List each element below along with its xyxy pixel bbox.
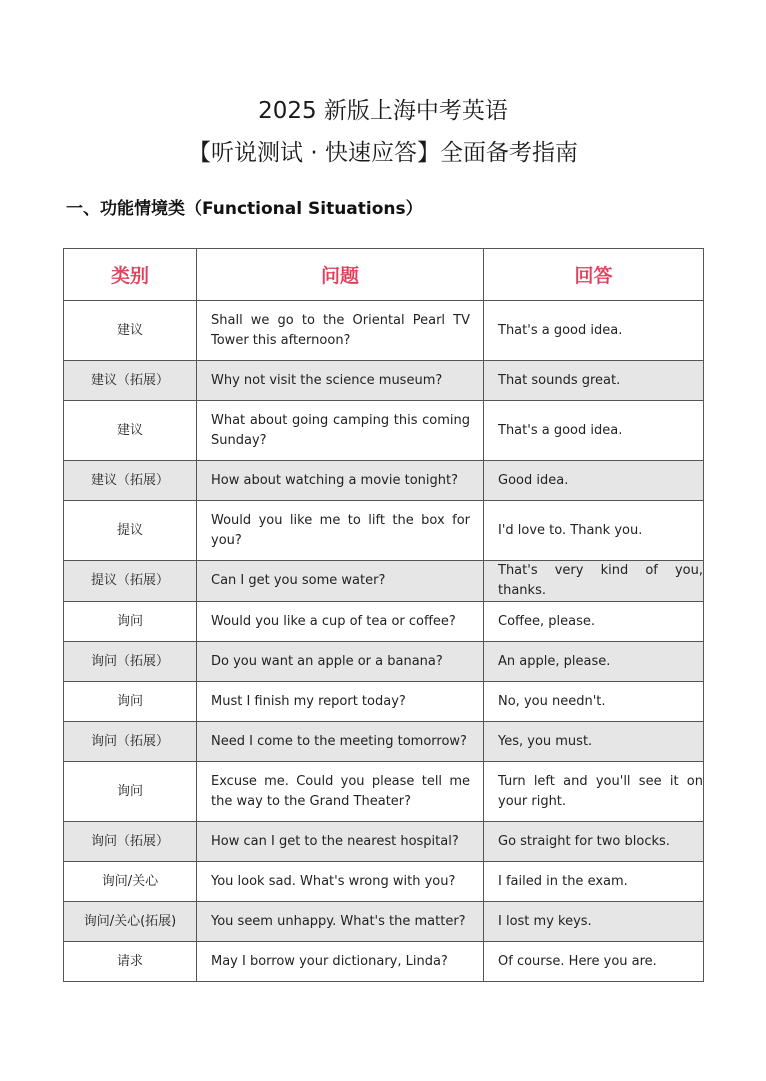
category-cell: 询问（拓展） <box>64 822 197 862</box>
answer-cell: I failed in the exam. <box>484 862 704 902</box>
document-title: 2025 新版上海中考英语 <box>258 98 508 124</box>
table-row <box>64 602 704 642</box>
category-cell: 建议（拓展） <box>64 361 197 401</box>
category-cell: 建议 <box>64 401 197 461</box>
question-cell: May I borrow your dictionary, Linda? <box>197 942 484 982</box>
question-cell: How about watching a movie tonight? <box>197 461 484 501</box>
answer-cell: Yes, you must. <box>484 722 704 762</box>
answer-cell: That's very kind of you, thanks. <box>484 561 704 602</box>
answer-cell: That sounds great. <box>484 361 704 401</box>
table-row <box>64 401 704 461</box>
section-heading: 一、功能情境类（Functional Situations） <box>66 199 423 219</box>
table-row <box>64 682 704 722</box>
question-cell: Shall we go to the Oriental Pearl TV Tower this afternoon? <box>197 301 484 361</box>
answer-cell: Go straight for two blocks. <box>484 822 704 862</box>
answer-cell: No, you needn't. <box>484 682 704 722</box>
category-cell: 建议（拓展） <box>64 461 197 501</box>
table-row <box>64 822 704 862</box>
answer-cell: An apple, please. <box>484 642 704 682</box>
question-cell: You seem unhappy. What's the matter? <box>197 902 484 942</box>
table-row <box>64 642 704 682</box>
answer-cell: Coffee, please. <box>484 602 704 642</box>
answer-cell: That's a good idea. <box>484 301 704 361</box>
answer-cell: I lost my keys. <box>484 902 704 942</box>
category-cell: 询问 <box>64 762 197 822</box>
category-cell: 询问/关心(拓展) <box>64 902 197 942</box>
question-cell: Do you want an apple or a banana? <box>197 642 484 682</box>
category-cell: 提议（拓展） <box>64 561 197 602</box>
question-cell: How can I get to the nearest hospital? <box>197 822 484 862</box>
question-cell: What about going camping this coming Sunday? <box>197 401 484 461</box>
table-header-row <box>64 249 704 301</box>
qa-table <box>63 248 704 982</box>
question-cell: Excuse me. Could you please tell me the way to the Grand Theater? <box>197 762 484 822</box>
category-cell: 建议 <box>64 301 197 361</box>
question-cell: Can I get you some water? <box>197 561 484 602</box>
category-cell: 提议 <box>64 501 197 561</box>
category-cell: 询问 <box>64 682 197 722</box>
category-cell: 询问/关心 <box>64 862 197 902</box>
question-cell: Need I come to the meeting tomorrow? <box>197 722 484 762</box>
table-row <box>64 561 704 602</box>
question-cell: You look sad. What's wrong with you? <box>197 862 484 902</box>
category-cell: 询问 <box>64 602 197 642</box>
table-row <box>64 361 704 401</box>
document-subtitle: 【听说测试 · 快速应答】全面备考指南 <box>188 140 578 166</box>
question-cell: Would you like a cup of tea or coffee? <box>197 602 484 642</box>
answer-cell: Turn left and you'll see it on your right. <box>484 762 704 822</box>
category-cell: 请求 <box>64 942 197 982</box>
question-cell: Would you like me to lift the box for you? <box>197 501 484 561</box>
header-question: 问题 <box>197 249 484 301</box>
table-row <box>64 501 704 561</box>
question-cell: Why not visit the science museum? <box>197 361 484 401</box>
table-row <box>64 301 704 361</box>
table-row <box>64 762 704 822</box>
answer-cell: Of course. Here you are. <box>484 942 704 982</box>
answer-cell: I'd love to. Thank you. <box>484 501 704 561</box>
question-cell: Must I finish my report today? <box>197 682 484 722</box>
table-row <box>64 461 704 501</box>
table-row <box>64 942 704 982</box>
category-cell: 询问（拓展） <box>64 642 197 682</box>
header-answer: 回答 <box>484 249 704 301</box>
table-row <box>64 902 704 942</box>
category-cell: 询问（拓展） <box>64 722 197 762</box>
header-category: 类别 <box>64 249 197 301</box>
table-row <box>64 722 704 762</box>
answer-cell: Good idea. <box>484 461 704 501</box>
answer-cell: That's a good idea. <box>484 401 704 461</box>
table-row <box>64 862 704 902</box>
